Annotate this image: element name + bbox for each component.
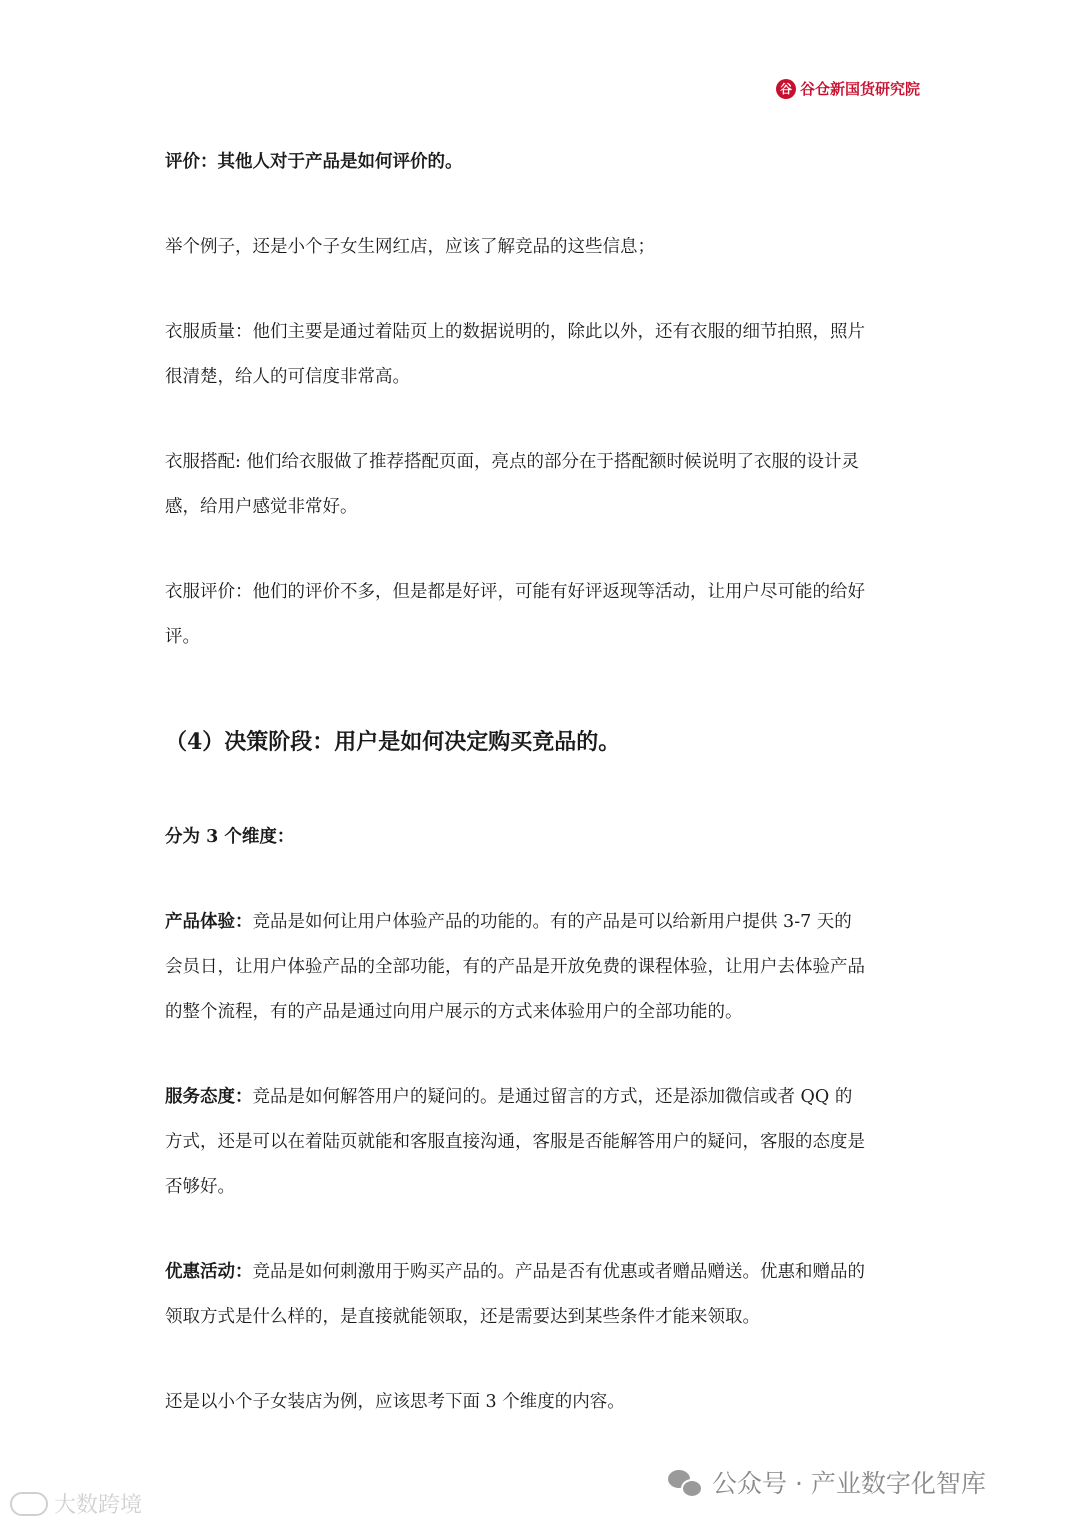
text-line xyxy=(165,1250,917,1295)
document-body xyxy=(165,140,917,1425)
text-line: 衣服搭配: 他们给衣服做了推荐搭配页面，亮点的部分在于搭配额时候说明了衣服的设计灵 xyxy=(165,452,859,472)
cloud-icon xyxy=(10,1492,48,1516)
paragraph-promotions xyxy=(165,1250,917,1340)
paragraph-product-experience xyxy=(165,900,917,1035)
paragraph-closing: 还是以小个子女装店为例，应该思考下面 3 个维度的内容。 xyxy=(165,1392,625,1412)
brand-logo xyxy=(776,78,920,99)
paragraph-evaluation: 评价：其他人对于产品是如何评价的。 xyxy=(165,152,463,172)
text-span: 竞品是如何刺激用于购买产品的。产品是否有优惠或者赠品赠送。优惠和赠品的 xyxy=(252,1262,865,1282)
paragraph-service-attitude xyxy=(165,1075,917,1210)
text-line: 否够好。 xyxy=(165,1177,235,1197)
watermark-text: 大数跨境 xyxy=(54,1493,143,1518)
text-line: 评。 xyxy=(165,627,200,647)
dimensions-intro: 分为 3 个维度： xyxy=(165,827,295,847)
text-line: 很清楚，给人的可信度非常高。 xyxy=(165,367,410,387)
text-line: 方式，还是可以在着陆页就能和客服直接沟通，客服是否能解答用户的疑问，客服的态度是 xyxy=(165,1132,865,1152)
text-line: 感，给用户感觉非常好。 xyxy=(165,497,358,517)
text-line: 的整个流程，有的产品是通过向用户展示的方式来体验用户的全部功能的。 xyxy=(165,1002,743,1022)
text-line xyxy=(165,1075,917,1120)
text-line: 会员日，让用户体验产品的全部功能，有的产品是开放免费的课程体验，让用户去体验产品 xyxy=(165,957,865,977)
paragraph-reviews xyxy=(165,570,917,660)
watermark xyxy=(10,1488,142,1519)
wechat-account-text: 公众号 · 产业数字化智库 xyxy=(712,1469,986,1498)
text-line: 领取方式是什么样的，是直接就能领取，还是需要达到某些条件才能来领取。 xyxy=(165,1307,760,1327)
paragraph-example: 举个例子，还是小个子女生网红店，应该了解竞品的这些信息； xyxy=(165,237,655,257)
logo-mark-icon: 谷 xyxy=(776,79,796,99)
label-product-experience: 产品体验： xyxy=(165,912,253,932)
logo-text: 谷仓新国货研究院 xyxy=(800,80,921,98)
wechat-footer xyxy=(668,1464,986,1500)
section-heading: （4）决策阶段：用户是如何决定购买竞品的。 xyxy=(165,729,621,755)
label-service-attitude: 服务态度： xyxy=(165,1087,253,1107)
paragraph-matching xyxy=(165,440,917,530)
text-line: 衣服质量：他们主要是通过着陆页上的数据说明的，除此以外，还有衣服的细节拍照，照片 xyxy=(165,322,865,342)
text-line xyxy=(165,900,917,945)
text-span: 竞品是如何让用户体验产品的功能的。有的产品是可以给新用户提供 3-7 天的 xyxy=(252,912,852,932)
wechat-icon xyxy=(668,1468,702,1496)
label-promotions: 优惠活动： xyxy=(165,1262,253,1282)
text-line: 衣服评价：他们的评价不多，但是都是好评，可能有好评返现等活动，让用户尽可能的给好 xyxy=(165,582,865,602)
text-span: 竞品是如何解答用户的疑问的。是通过留言的方式，还是添加微信或者 QQ 的 xyxy=(252,1087,853,1107)
paragraph-quality xyxy=(165,310,917,400)
